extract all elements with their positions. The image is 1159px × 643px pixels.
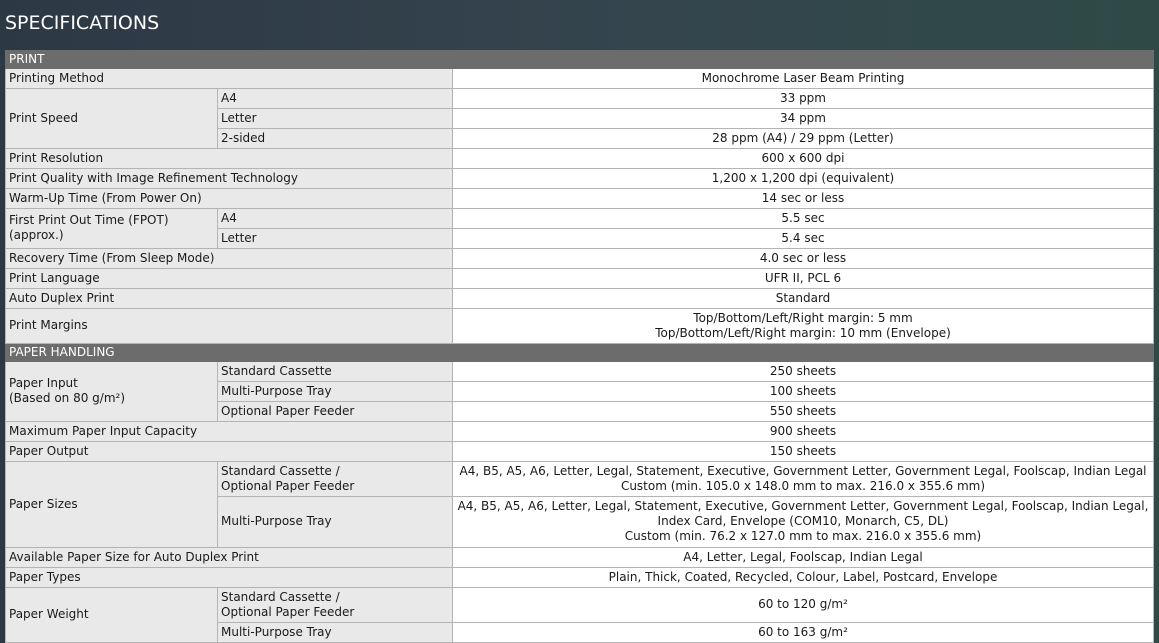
- spec-value-line: A4, B5, A5, A6, Letter, Legal, Statement, Executive, Government Letter, Government Legal, Foolscap, Indian Legal: [459, 463, 1147, 478]
- table-row: [6, 362, 1154, 382]
- spec-sublabel: 2-sided: [218, 129, 453, 149]
- spec-label-line: First Print Out Time (FPOT): [9, 213, 169, 227]
- spec-sublabel: A4: [218, 89, 453, 109]
- spec-sublabel-line: Optional Paper Feeder: [221, 604, 355, 619]
- spec-value-line: Custom (min. 105.0 x 148.0 mm to max. 216.0 x 355.6 mm): [620, 478, 986, 493]
- spec-value: Monochrome Laser Beam Printing: [453, 69, 1154, 89]
- spec-value: 600 x 600 dpi: [453, 149, 1154, 169]
- table-row: [6, 209, 1154, 229]
- spec-value: [453, 309, 1154, 344]
- spec-value: 34 ppm: [453, 109, 1154, 129]
- spec-label: Available Paper Size for Auto Duplex Print: [6, 548, 453, 568]
- spec-label: Warm-Up Time (From Power On): [6, 189, 453, 209]
- table-row: [6, 462, 1154, 497]
- section-title: PAPER HANDLING: [6, 344, 1154, 362]
- specifications-table: [5, 50, 1154, 643]
- spec-value-line: Top/Bottom/Left/Right margin: 10 mm (Envelope): [655, 325, 951, 340]
- section-header-print: [6, 51, 1154, 69]
- spec-value: 14 sec or less: [453, 189, 1154, 209]
- spec-label: Print Speed: [6, 89, 218, 149]
- spec-label: Paper Weight: [6, 588, 218, 643]
- spec-value: 28 ppm (A4) / 29 ppm (Letter): [453, 129, 1154, 149]
- spec-label-line: Paper Input: [9, 376, 78, 390]
- spec-sublabel: Optional Paper Feeder: [218, 402, 453, 422]
- spec-value: 60 to 120 g/m²: [453, 588, 1154, 623]
- spec-value-line: Index Card, Envelope (COM10, Monarch, C5, DL): [657, 514, 949, 528]
- spec-value: 1,200 x 1,200 dpi (equivalent): [453, 169, 1154, 189]
- spec-label: Print Resolution: [6, 149, 453, 169]
- section-header-paper-handling: [6, 344, 1154, 362]
- spec-value: 550 sheets: [453, 402, 1154, 422]
- spec-value: A4, Letter, Legal, Foolscap, Indian Legal: [453, 548, 1154, 568]
- spec-value: [453, 497, 1154, 548]
- spec-value: 150 sheets: [453, 442, 1154, 462]
- spec-value: 5.4 sec: [453, 229, 1154, 249]
- table-row: [6, 289, 1154, 309]
- spec-sublabel-line: Standard Cassette /: [221, 589, 340, 604]
- spec-label: Paper Types: [6, 568, 453, 588]
- table-row: [6, 442, 1154, 462]
- spec-label-line: (Based on 80 g/m²): [9, 391, 126, 405]
- table-row: [6, 588, 1154, 623]
- spec-label: Print Margins: [6, 309, 453, 344]
- spec-value: Plain, Thick, Coated, Recycled, Colour, Label, Postcard, Envelope: [453, 568, 1154, 588]
- spec-value: Standard: [453, 289, 1154, 309]
- table-row: [6, 309, 1154, 344]
- table-row: [6, 69, 1154, 89]
- spec-label: Recovery Time (From Sleep Mode): [6, 249, 453, 269]
- spec-sublabel: [218, 588, 453, 623]
- spec-sublabel: Multi-Purpose Tray: [218, 382, 453, 402]
- table-row: [6, 249, 1154, 269]
- table-row: [6, 422, 1154, 442]
- spec-label: Maximum Paper Input Capacity: [6, 422, 453, 442]
- table-row: [6, 568, 1154, 588]
- spec-sublabel: [218, 462, 453, 497]
- spec-value: 100 sheets: [453, 382, 1154, 402]
- spec-label: Paper Output: [6, 442, 453, 462]
- spec-value-line: Custom (min. 76.2 x 127.0 mm to max. 216.0 x 355.6 mm): [624, 529, 982, 543]
- table-row: [6, 189, 1154, 209]
- spec-label: Auto Duplex Print: [6, 289, 453, 309]
- table-row: [6, 169, 1154, 189]
- spec-value: 4.0 sec or less: [453, 249, 1154, 269]
- spec-value: 33 ppm: [453, 89, 1154, 109]
- table-row: [6, 149, 1154, 169]
- spec-value-line: A4, B5, A5, A6, Letter, Legal, Statement, Executive, Government Letter, Government Legal, Foolscap, Indian Legal,: [457, 499, 1149, 513]
- table-row: [6, 548, 1154, 568]
- spec-value: UFR II, PCL 6: [453, 269, 1154, 289]
- spec-value: 60 to 163 g/m²: [453, 623, 1154, 643]
- spec-sublabel-line: Optional Paper Feeder: [221, 478, 355, 493]
- spec-sublabel: Letter: [218, 229, 453, 249]
- spec-label: [6, 209, 218, 249]
- spec-sublabel: A4: [218, 209, 453, 229]
- table-row: [6, 89, 1154, 109]
- spec-label-line: (approx.): [9, 228, 64, 242]
- spec-value: [453, 462, 1154, 497]
- spec-label: Printing Method: [6, 69, 453, 89]
- page-title: SPECIFICATIONS: [5, 12, 160, 34]
- spec-sublabel: Multi-Purpose Tray: [218, 623, 453, 643]
- spec-sublabel: Letter: [218, 109, 453, 129]
- spec-label: Print Quality with Image Refinement Technology: [6, 169, 453, 189]
- spec-value: 250 sheets: [453, 362, 1154, 382]
- section-title: PRINT: [6, 51, 1154, 69]
- table-row: [6, 269, 1154, 289]
- spec-sublabel: Multi-Purpose Tray: [218, 497, 453, 548]
- spec-value: 900 sheets: [453, 422, 1154, 442]
- spec-sublabel: Standard Cassette: [218, 362, 453, 382]
- spec-label: [6, 362, 218, 422]
- spec-value-line: Top/Bottom/Left/Right margin: 5 mm: [693, 310, 913, 325]
- spec-sublabel-line: Standard Cassette /: [221, 463, 340, 478]
- spec-label: Paper Sizes: [6, 462, 218, 548]
- spec-label: Print Language: [6, 269, 453, 289]
- spec-value: 5.5 sec: [453, 209, 1154, 229]
